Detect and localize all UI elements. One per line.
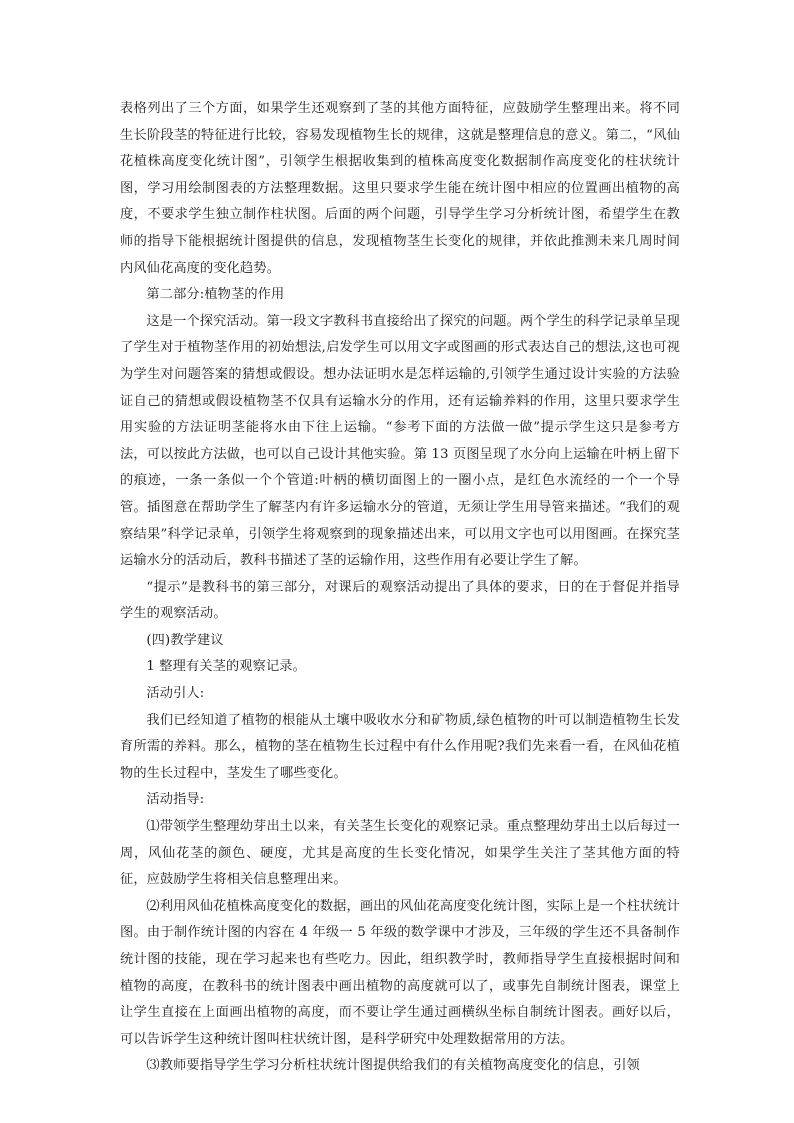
paragraph-guidance-1: ⑴带领学生整理幼芽出土以来，有关茎生长变化的观察记录。重点整理幼芽出土以后每过一周，风仙花茎的颜色、硬度，尤其是高度的生长变化情况，如果学生关注了茎其他方面的特征，应鼓励学生将相关信息整理出来。 [120, 819, 680, 888]
section-heading-stem-function: 第二部分:植物茎的作用 [146, 287, 285, 303]
paragraph-guidance-2: ⑵利用风仙花植株高度变化的数据，画出的风仙花高度变化统计图，实际上是一个柱状统计图。由于制作统计图的内容在 4 年级一 5 年级的数学课中才涉及，三年级的学生还不具备制作统计图的技能，现在学习起来也有些吃力。因此，组织教学时，教师指导学生直接根据时间和植物的高度，在教科书的统计图表中画出植物的高度就可以了，或事先自制统计图表，课堂上让学生直接在上面画出植物的高度，而不要让学生通过画横纵坐标自制统计图表。画好以后，可以告诉学生这种统计图叫柱状统计图，是科学研究中处理数据常用的方法。 [120, 898, 680, 1047]
paragraph-guidance-3: ⑶教师要指导学生学习分析柱状统计图提供给我们的有关植物高度变化的信息，引领 [146, 1058, 640, 1074]
paragraph-stem-table-intro: 表格列出了三个方面，如果学生还观察到了茎的其他方面特征，应鼓励学生整理出来。将不同生长阶段茎的特征进行比较，容易发现植物生长的规律，这就是整理信息的意义。第二，“风仙花植株高度变化统计图”，引领学生根据收集到的植株高度变化数据制作高度变化的柱状统计图，学习用绘制图表的方法整理数据。这里只要求学生能在统计图中相应的位置画出植物的高度，不要求学生独立制作柱状图。后面的两个问题，引导学生学习分析统计图，希望学生在教师的指导下能根据统计图提供的信息，发现植物茎生长变化的规律，并依此推测未来几周时间内风仙花高度的变化趋势。 [120, 101, 680, 276]
document-body [120, 96, 680, 1080]
section-heading-teaching-suggestions: (四)教学建议 [146, 632, 224, 648]
paragraph-inquiry-activity: 这是一个探究活动。第一段文字教科书直接给出了探究的问题。两个学生的科学记录单呈现了学生对于植物茎作用的初始想法,启发学生可以用文字或图画的形式表达自己的想法,这也可视为学生对问题答案的猜想或假设。想办法证明水是怎样运输的,引领学生通过设计实验的方法验证自己的猜想或假设植物茎不仅具有运输水分的作用，还有运输养料的作用，这里只要求学生用实验的方法证明茎能将水由下往上运输。“参考下面的方法做一做”提示学生这只是参考方法，可以按此方法做，也可以自己设计其他实验。第 13 页图呈现了水分向上运输在叶柄上留下的痕迹，一条一条似一个个管道:叶柄的横切面图上的一圈小点，是红色水流经的一个一个导管。插图意在帮助学生了解茎内有许多运输水分的管道，无须让学生用导管来描述。“我们的观察结果”科学记录单，引领学生将观察到的现象描述出来，可以用文字也可以用图画。在探究茎运输水分的活动后，教科书描述了茎的运输作用，这些作用有必要让学生了解。 [120, 313, 680, 569]
label-activity-introduction: 活动引人: [146, 686, 205, 702]
label-activity-guidance: 活动指导: [146, 792, 205, 808]
paragraph-hint: “提示”是教科书的第三部分，对课后的观察活动提出了具体的要求，日的在于督促并指导学生的观察活动。 [120, 579, 680, 622]
paragraph-activity-introduction: 我们已经知道了植物的根能从土壤中吸收水分和矿物质,绿色植物的叶可以制造植物生长发育所需的养料。那么，植物的茎在植物生长过程中有什么作用呢?我们先来看一看，在风仙花植物的生长过程中，茎发生了哪些变化。 [120, 712, 680, 781]
item-heading-organize-records: 1 整理有关茎的观察记录。 [146, 659, 306, 675]
